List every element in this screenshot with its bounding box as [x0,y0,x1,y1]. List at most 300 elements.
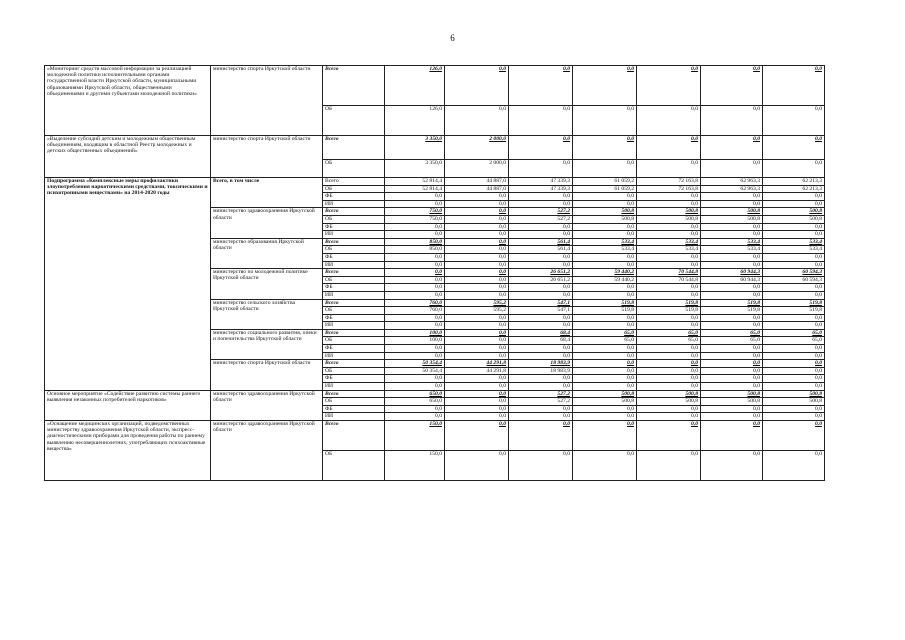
amount-cell: 0,0 [445,375,509,383]
amount-cell: 0,0 [509,291,573,299]
budget-table [44,65,825,481]
amount-cell: 0,0 [637,413,701,421]
amount-cell: 850,0 [385,246,445,254]
amount-cell: 500,8 [763,398,825,406]
amount-cell: 500,8 [701,390,763,398]
executor-name: министерство здравоохранения Иркутской области [211,390,323,420]
amount-cell: 0,0 [763,253,825,261]
amount-cell: 0,0 [701,367,763,375]
amount-cell: 65,0 [573,329,637,337]
funding-source: ОБ [323,246,385,254]
amount-cell: 65,0 [573,337,637,345]
funding-source: ИИ [323,383,385,391]
funding-source: ОБ [323,337,385,345]
amount-cell: 533,4 [573,246,637,254]
amount-cell: 595,2 [445,299,509,307]
funding-source: ФБ [323,345,385,353]
amount-cell: 0,0 [445,193,509,201]
amount-cell: 0,0 [385,345,445,353]
amount-cell: 500,8 [763,215,825,223]
amount-cell: 0,0 [509,451,573,481]
funding-source: ИИ [323,413,385,421]
amount-cell: 0,0 [445,215,509,223]
amount-cell: 0,0 [637,160,701,178]
amount-cell: 0,0 [763,160,825,178]
funding-source: ОБ [323,215,385,223]
amount-cell: 126,0 [385,106,445,136]
amount-cell: 100,0 [385,329,445,337]
amount-cell: 0,0 [763,405,825,413]
amount-cell: 0,0 [763,375,825,383]
amount-cell: 52 814,4 [385,185,445,193]
amount-cell: 0,0 [763,383,825,391]
amount-cell: 0,0 [701,66,763,106]
activity-name: «Оснащение медицинских организаций, подведомственных министерству здравоохранения Иркутской области, экспресс-диагностическими приборами для проведения работы по раннему выявлению несовершеннолетних, употребляющих психоактивные вещества» [45,421,211,481]
funding-source: ФБ [323,284,385,292]
funding-source: ОБ [323,451,385,481]
amount-cell: 68,4 [509,329,573,337]
funding-source: ОБ [323,307,385,315]
amount-cell: 0,0 [385,193,445,201]
amount-cell: 595,2 [445,307,509,315]
amount-cell: 0,0 [445,413,509,421]
amount-cell: 0,0 [763,136,825,160]
amount-cell: 0,0 [701,261,763,269]
amount-cell: 65,0 [763,337,825,345]
amount-cell: 0,0 [763,413,825,421]
funding-source: Всего [323,299,385,307]
amount-cell: 0,0 [637,314,701,322]
funding-source: Всего [323,269,385,277]
amount-cell: 0,0 [445,66,509,106]
amount-cell: 0,0 [445,253,509,261]
funding-source: ФБ [323,253,385,261]
amount-cell: 561,4 [509,246,573,254]
amount-cell: 0,0 [763,291,825,299]
amount-cell: 0,0 [763,261,825,269]
amount-cell: 44 887,0 [445,185,509,193]
amount-cell: 0,0 [385,405,445,413]
amount-cell: 0,0 [701,253,763,261]
amount-cell: 0,0 [509,421,573,451]
amount-cell: 26 651,2 [509,276,573,284]
executor-name: министерство социального развития, опеки и попечительства Иркутской области [211,329,323,359]
amount-cell: 500,8 [763,208,825,216]
amount-cell: 0,0 [573,352,637,360]
amount-cell: 70 544,8 [637,276,701,284]
amount-cell: 519,8 [573,307,637,315]
amount-cell: 0,0 [385,314,445,322]
amount-cell: 0,0 [445,208,509,216]
amount-cell: 0,0 [573,367,637,375]
amount-cell: 0,0 [701,345,763,353]
amount-cell: 650,0 [385,398,445,406]
amount-cell: 760,0 [385,307,445,315]
amount-cell: 0,0 [445,231,509,239]
amount-cell: 60 594,3 [763,276,825,284]
amount-cell: 0,0 [509,405,573,413]
amount-cell: 500,8 [637,398,701,406]
amount-cell: 0,0 [701,136,763,160]
amount-cell: 0,0 [385,200,445,208]
amount-cell: 0,0 [385,352,445,360]
amount-cell: 533,4 [573,238,637,246]
amount-cell: 0,0 [573,66,637,106]
amount-cell: 0,0 [701,352,763,360]
amount-cell: 0,0 [637,421,701,451]
executor-name: министерство по молодежной политике Иркутской области [211,269,323,299]
funding-source: ИИ [323,322,385,330]
amount-cell: 0,0 [445,421,509,451]
amount-cell: 0,0 [509,136,573,160]
executor-name: министерство сельского хозяйства Иркутской области [211,299,323,329]
amount-cell: 0,0 [701,291,763,299]
amount-cell: 0,0 [701,413,763,421]
funding-source: ФБ [323,375,385,383]
executor-name: Всего, в том числе [211,178,323,208]
amount-cell: 0,0 [701,223,763,231]
amount-cell: 500,8 [573,215,637,223]
amount-cell: 0,0 [573,193,637,201]
amount-cell: 0,0 [763,360,825,368]
amount-cell: 18 983,9 [509,360,573,368]
amount-cell: 0,0 [637,136,701,160]
amount-cell: 68,4 [509,337,573,345]
amount-cell: 0,0 [509,375,573,383]
amount-cell: 0,0 [445,223,509,231]
amount-cell: 0,0 [385,383,445,391]
amount-cell: 500,8 [637,208,701,216]
amount-cell: 0,0 [445,200,509,208]
amount-cell: 0,0 [763,421,825,451]
amount-cell: 0,0 [445,269,509,277]
amount-cell: 61 059,2 [573,178,637,186]
amount-cell: 0,0 [573,360,637,368]
amount-cell: 519,8 [637,307,701,315]
amount-cell: 62 963,3 [701,178,763,186]
funding-source: ИИ [323,200,385,208]
amount-cell: 533,4 [701,246,763,254]
amount-cell: 44 887,0 [445,178,509,186]
amount-cell: 0,0 [445,276,509,284]
executor-name: министерство спорта Иркутской области [211,360,323,390]
amount-cell: 0,0 [701,322,763,330]
amount-cell: 0,0 [763,314,825,322]
amount-cell: 26 651,2 [509,269,573,277]
amount-cell: 0,0 [385,375,445,383]
amount-cell: 519,8 [701,307,763,315]
executor-name: министерство спорта Иркутской области [211,136,323,178]
amount-cell: 62 213,3 [763,185,825,193]
amount-cell: 72 163,8 [637,185,701,193]
amount-cell: 850,0 [385,238,445,246]
amount-cell: 100,0 [385,337,445,345]
amount-cell: 59 440,2 [573,269,637,277]
amount-cell: 0,0 [637,345,701,353]
funding-source: Всего [323,421,385,451]
amount-cell: 547,1 [509,299,573,307]
amount-cell: 0,0 [573,421,637,451]
amount-cell: 65,0 [637,329,701,337]
amount-cell: 0,0 [445,329,509,337]
amount-cell: 2 000,0 [445,136,509,160]
funding-source: Всего [323,66,385,106]
amount-cell: 0,0 [445,398,509,406]
amount-cell: 0,0 [573,322,637,330]
funding-source: Всего [323,329,385,337]
table-row [45,390,825,398]
funding-source: ОБ [323,367,385,375]
amount-cell: 500,8 [701,208,763,216]
amount-cell: 0,0 [763,284,825,292]
amount-cell: 0,0 [701,106,763,136]
amount-cell: 0,0 [701,375,763,383]
activity-name: «Выделение субсидий детским и молодежным общественным объединениям, входящим в областной Реестр молодежных и детских общественных объединений» [45,136,211,178]
amount-cell: 0,0 [445,451,509,481]
table-row [45,66,825,106]
amount-cell: 0,0 [763,106,825,136]
amount-cell: 44 291,8 [445,360,509,368]
amount-cell: 0,0 [445,352,509,360]
amount-cell: 0,0 [637,375,701,383]
amount-cell: 0,0 [573,200,637,208]
amount-cell: 0,0 [445,345,509,353]
amount-cell: 0,0 [701,405,763,413]
amount-cell: 0,0 [385,231,445,239]
amount-cell: 50 354,4 [385,360,445,368]
amount-cell: 150,0 [385,421,445,451]
amount-cell: 0,0 [763,200,825,208]
amount-cell: 65,0 [763,329,825,337]
amount-cell: 0,0 [385,261,445,269]
funding-source: ИИ [323,261,385,269]
amount-cell: 0,0 [701,231,763,239]
amount-cell: 547,1 [509,307,573,315]
amount-cell: 533,4 [637,246,701,254]
funding-source: ФБ [323,405,385,413]
amount-cell: 0,0 [573,405,637,413]
amount-cell: 0,0 [385,253,445,261]
activity-name: Подпрограмма «Комплексные меры профилактики злоупотребления наркотическими средствами, токсическими и психотропными веществами» на 2014-2020 годы [45,178,211,391]
amount-cell: 0,0 [509,314,573,322]
amount-cell: 0,0 [445,261,509,269]
funding-source: Всего [323,238,385,246]
amount-cell: 0,0 [637,322,701,330]
amount-cell: 527,2 [509,215,573,223]
executor-name: министерство образования Иркутской области [211,238,323,268]
amount-cell: 0,0 [509,106,573,136]
amount-cell: 0,0 [509,160,573,178]
funding-source: ОБ [323,160,385,178]
amount-cell: 750,0 [385,215,445,223]
amount-cell: 0,0 [637,352,701,360]
amount-cell: 500,8 [637,390,701,398]
amount-cell: 0,0 [509,253,573,261]
amount-cell: 0,0 [573,413,637,421]
amount-cell: 0,0 [701,200,763,208]
amount-cell: 52 814,4 [385,178,445,186]
amount-cell: 0,0 [509,200,573,208]
amount-cell: 0,0 [445,337,509,345]
amount-cell: 59 440,2 [573,276,637,284]
amount-cell: 0,0 [573,284,637,292]
amount-cell: 150,0 [385,451,445,481]
amount-cell: 62 963,3 [701,185,763,193]
amount-cell: 0,0 [637,200,701,208]
funding-source: ИИ [323,291,385,299]
amount-cell: 0,0 [509,66,573,106]
funding-source: ИИ [323,231,385,239]
amount-cell: 0,0 [637,405,701,413]
amount-cell: 0,0 [763,345,825,353]
amount-cell: 0,0 [573,136,637,160]
amount-cell: 0,0 [573,451,637,481]
amount-cell: 0,0 [701,421,763,451]
amount-cell: 500,8 [637,215,701,223]
amount-cell: 0,0 [573,314,637,322]
amount-cell: 3 350,0 [385,136,445,160]
amount-cell: 62 213,3 [763,178,825,186]
amount-cell: 561,4 [509,238,573,246]
amount-cell: 0,0 [445,106,509,136]
amount-cell: 0,0 [509,193,573,201]
amount-cell: 519,8 [573,299,637,307]
funding-source: ОБ [323,106,385,136]
amount-cell: 0,0 [763,231,825,239]
amount-cell: 0,0 [385,291,445,299]
amount-cell: 44 291,8 [445,367,509,375]
amount-cell: 500,8 [573,398,637,406]
amount-cell: 519,8 [763,299,825,307]
amount-cell: 60 944,3 [701,276,763,284]
amount-cell: 500,8 [701,215,763,223]
amount-cell: 0,0 [637,231,701,239]
amount-cell: 0,0 [637,193,701,201]
funding-source: Всего [323,208,385,216]
amount-cell: 0,0 [763,367,825,375]
funding-source: ФБ [323,223,385,231]
funding-source: Всего [323,178,385,186]
amount-cell: 0,0 [701,360,763,368]
activity-name: Основное мероприятие «Содействие развитию системы раннего выявления незаконных потребителей наркотиков» [45,390,211,420]
amount-cell: 0,0 [573,160,637,178]
amount-cell: 0,0 [573,383,637,391]
amount-cell: 0,0 [445,383,509,391]
amount-cell: 18 983,9 [509,367,573,375]
amount-cell: 0,0 [701,451,763,481]
amount-cell: 47 339,3 [509,178,573,186]
amount-cell: 500,8 [573,390,637,398]
amount-cell: 0,0 [445,246,509,254]
amount-cell: 0,0 [763,451,825,481]
amount-cell: 0,0 [509,383,573,391]
amount-cell: 0,0 [573,253,637,261]
amount-cell: 0,0 [701,314,763,322]
amount-cell: 0,0 [509,345,573,353]
amount-cell: 500,8 [763,390,825,398]
table-row [45,136,825,160]
amount-cell: 0,0 [573,261,637,269]
amount-cell: 533,4 [763,246,825,254]
amount-cell: 0,0 [573,291,637,299]
amount-cell: 0,0 [385,322,445,330]
amount-cell: 0,0 [701,160,763,178]
funding-source: Всего [323,390,385,398]
amount-cell: 0,0 [445,405,509,413]
amount-cell: 0,0 [637,223,701,231]
amount-cell: 0,0 [385,284,445,292]
executor-name: министерство спорта Иркутской области [211,66,323,136]
amount-cell: 72 163,8 [637,178,701,186]
amount-cell: 0,0 [385,223,445,231]
amount-cell: 0,0 [637,284,701,292]
amount-cell: 650,0 [385,390,445,398]
amount-cell: 60 594,3 [763,269,825,277]
amount-cell: 0,0 [573,223,637,231]
amount-cell: 0,0 [763,352,825,360]
amount-cell: 47 339,3 [509,185,573,193]
amount-cell: 0,0 [637,291,701,299]
amount-cell: 0,0 [637,66,701,106]
executor-name: министерство здравоохранения Иркутской области [211,208,323,238]
amount-cell: 0,0 [445,291,509,299]
funding-source: ФБ [323,193,385,201]
amount-cell: 0,0 [445,322,509,330]
amount-cell: 0,0 [509,284,573,292]
amount-cell: 0,0 [509,322,573,330]
funding-source: ФБ [323,314,385,322]
funding-source: Всего [323,360,385,368]
amount-cell: 65,0 [637,337,701,345]
amount-cell: 533,4 [763,238,825,246]
amount-cell: 519,8 [637,299,701,307]
amount-cell: 0,0 [637,367,701,375]
amount-cell: 0,0 [509,231,573,239]
amount-cell: 0,0 [763,322,825,330]
amount-cell: 0,0 [573,106,637,136]
amount-cell: 760,0 [385,299,445,307]
amount-cell: 519,8 [701,299,763,307]
amount-cell: 0,0 [509,261,573,269]
amount-cell: 0,0 [701,284,763,292]
amount-cell: 0,0 [637,451,701,481]
amount-cell: 61 059,2 [573,185,637,193]
amount-cell: 3 350,0 [385,160,445,178]
amount-cell: 0,0 [763,193,825,201]
funding-source: ИИ [323,352,385,360]
amount-cell: 0,0 [637,360,701,368]
amount-cell: 50 354,4 [385,367,445,375]
amount-cell: 750,0 [385,208,445,216]
amount-cell: 0,0 [701,383,763,391]
amount-cell: 0,0 [763,66,825,106]
amount-cell: 527,2 [509,208,573,216]
amount-cell: 0,0 [445,284,509,292]
amount-cell: 0,0 [445,314,509,322]
amount-cell: 126,0 [385,66,445,106]
funding-source: ОБ [323,276,385,284]
table-row [45,178,825,186]
amount-cell: 527,2 [509,398,573,406]
amount-cell: 65,0 [701,329,763,337]
funding-source: Всего [323,136,385,160]
funding-source: ОБ [323,185,385,193]
amount-cell: 533,4 [701,238,763,246]
amount-cell: 0,0 [637,261,701,269]
table-row [45,421,825,451]
amount-cell: 0,0 [509,413,573,421]
amount-cell: 70 544,8 [637,269,701,277]
